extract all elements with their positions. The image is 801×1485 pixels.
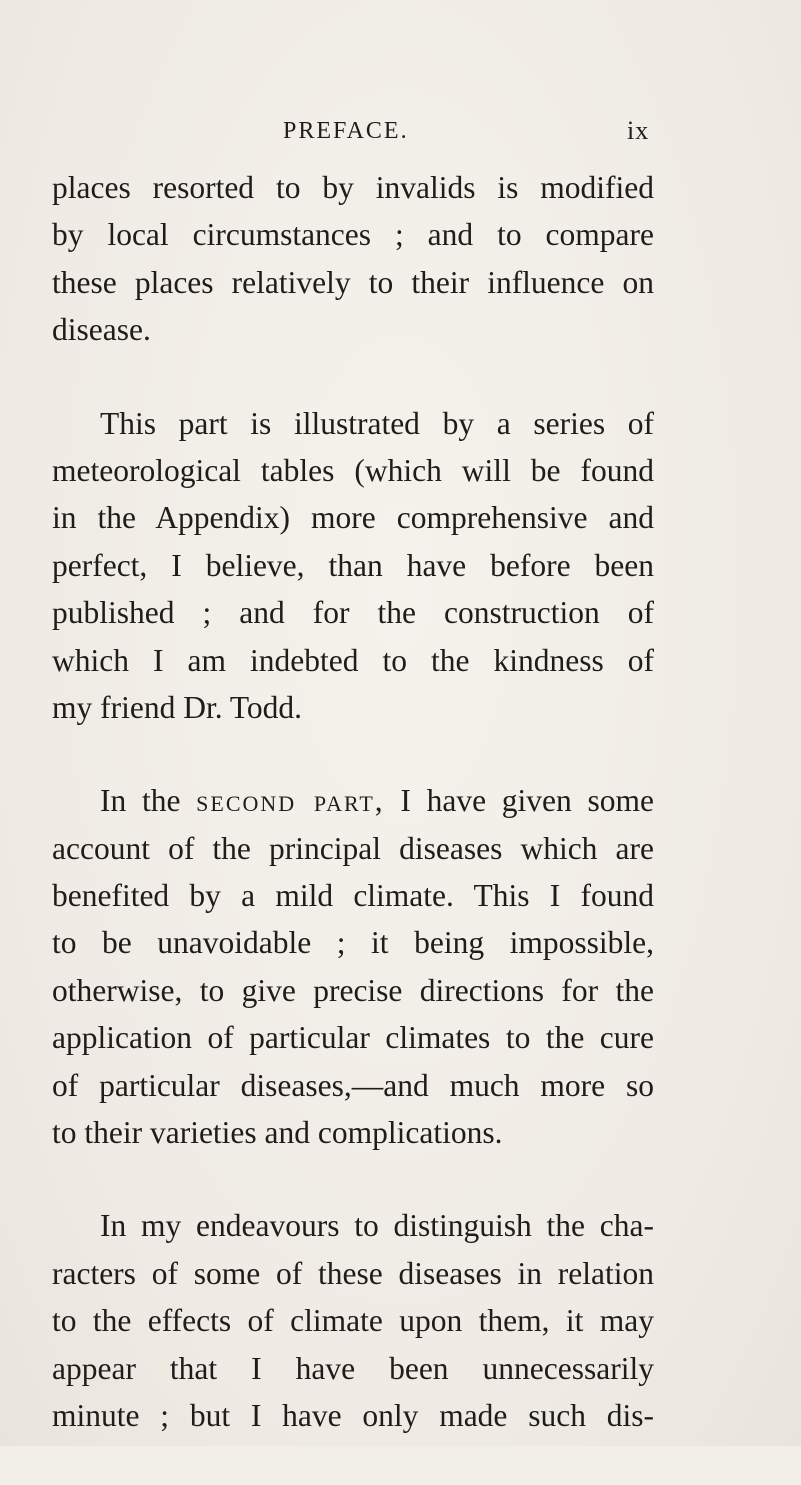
text-line: benefited by a mild climate. This I found	[52, 878, 654, 914]
lead-text: In the	[100, 783, 197, 819]
paragraph-1	[52, 164, 654, 354]
text-line: minute ; but I have only made such dis-	[52, 1397, 654, 1433]
lead-rest-text: I have given some	[384, 783, 654, 819]
text-line: places resorted to by invalids is modified	[52, 170, 654, 205]
text-line: to their varieties and complications.	[52, 1115, 503, 1151]
text-line: which I am indebted to the kindness of	[52, 642, 654, 678]
running-head	[0, 116, 801, 146]
text-line: published ; and for the construction of	[52, 595, 654, 631]
text-line: This part is illustrated by a series of	[100, 405, 654, 441]
text-line: to the effects of climate upon them, it may	[52, 1303, 654, 1339]
text-line: perfect, I believe, than have before been	[52, 547, 654, 583]
text-line: to be unavoidable ; it being impossible,	[52, 925, 654, 961]
text-line: by local circumstances ; and to compare	[52, 217, 654, 253]
text-line: in the Appendix) more comprehensive and	[52, 500, 654, 536]
paragraph-2	[52, 400, 654, 732]
page-number: ix	[627, 116, 650, 145]
text-line-first	[52, 777, 654, 824]
small-caps-phrase: second part,	[196, 783, 385, 819]
paragraph-4	[52, 1202, 654, 1439]
text-line: meteorological tables (which will be found	[52, 452, 654, 488]
body-text	[52, 164, 654, 1485]
running-title: PREFACE.	[283, 118, 409, 144]
text-line: disease.	[52, 312, 151, 348]
text-line: application of particular climates to the cure	[52, 1020, 654, 1056]
text-line: racters of some of these diseases in relation	[52, 1255, 654, 1291]
text-line: these places relatively to their influence on	[52, 264, 654, 300]
paragraph-3	[52, 777, 654, 1156]
text-line: In my endeavours to distinguish the cha-	[100, 1208, 654, 1244]
text-line: account of the principal diseases which are	[52, 830, 654, 866]
text-line: my friend Dr. Todd.	[52, 689, 303, 725]
text-line: of particular diseases,—and much more so	[52, 1067, 654, 1103]
text-line: appear that I have been unnecessarily	[52, 1350, 654, 1386]
text-line: otherwise, to give precise directions for the	[52, 972, 654, 1008]
